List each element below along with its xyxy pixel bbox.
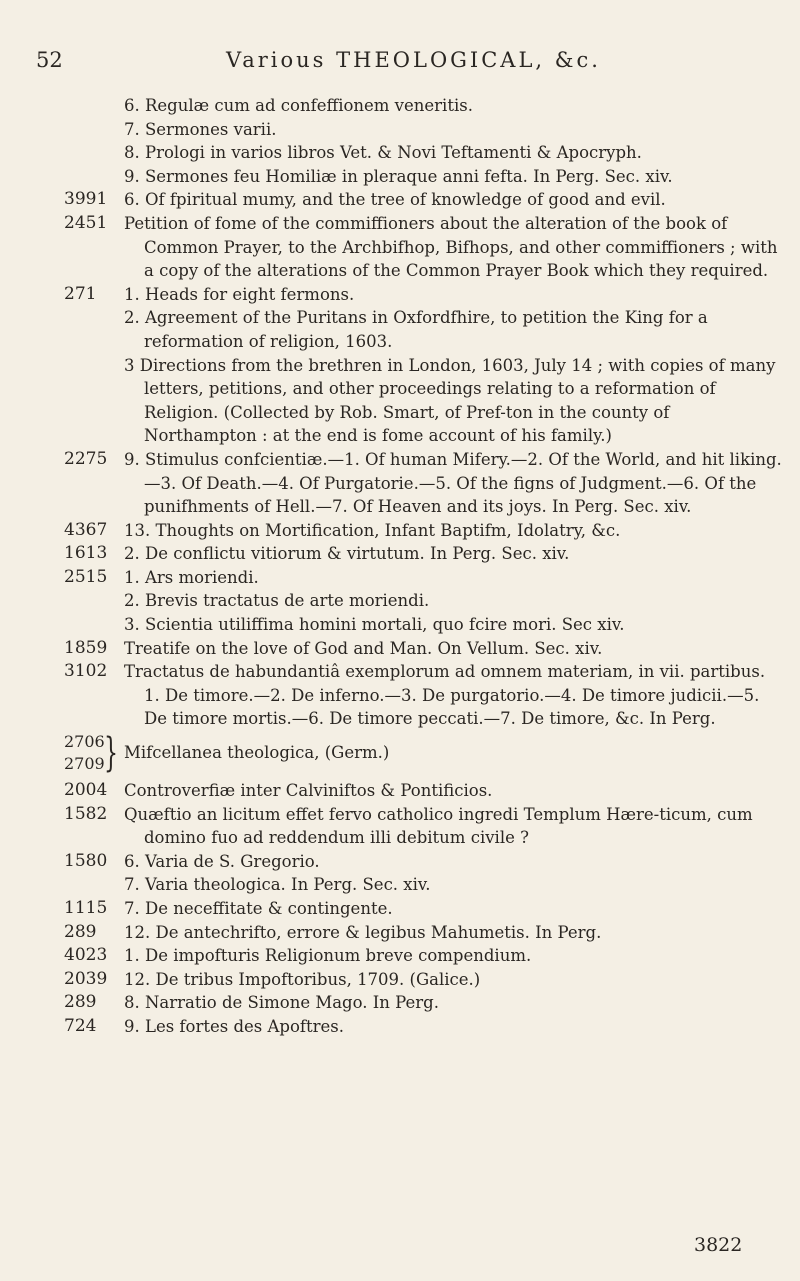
shelf-number: 724 <box>64 1015 97 1036</box>
shelf-number: 2451 <box>64 212 108 233</box>
entry-text: Quæftio an licitum effet fervo catholico ingredi Templum Hære-ticum, cum domino fuo ad reddendum illi debitum civile ? <box>124 804 753 848</box>
shelf-number: 1582 <box>64 803 108 824</box>
catalogue-entries <box>0 94 800 1039</box>
shelf-number: 2004 <box>64 780 108 801</box>
shelf-number: 3102 <box>64 661 108 682</box>
catalogue-entry <box>0 519 800 543</box>
shelf-number: 2039 <box>64 968 108 989</box>
shelf-number: 271 <box>64 283 97 304</box>
curly-brace-icon: } <box>104 730 118 777</box>
shelf-number: 4367 <box>64 519 108 540</box>
catalogue-entry <box>0 850 800 874</box>
catalogue-entry <box>0 94 800 118</box>
entry-text: 3. Scientia utiliffima homini mortali, quo fcire mori. Sec xiv. <box>124 615 625 635</box>
catalogue-entry <box>0 873 800 897</box>
shelf-number: 2515 <box>64 566 108 587</box>
entry-text: 6. Varia de S. Gregorio. <box>124 851 320 871</box>
entry-text: 2. Brevis tractatus de arte moriendi. <box>124 591 430 611</box>
entry-text: Controverfiæ inter Calviniftos & Pontificios. <box>124 781 493 801</box>
catalogue-entry <box>0 354 800 448</box>
entry-list-1 <box>0 94 800 731</box>
catalogue-entry <box>0 542 800 566</box>
entry-list-2 <box>0 779 800 1039</box>
catalogue-entry <box>0 897 800 921</box>
catalogue-entry <box>0 283 800 307</box>
catalogue-entry <box>0 141 800 165</box>
catalogue-entry <box>0 944 800 968</box>
catalogue-entry <box>0 637 800 661</box>
catalogue-entry <box>0 921 800 945</box>
catalogue-entry <box>0 803 800 850</box>
entry-text: 12. De antechrifto, errore & legibus Mahumetis. In Perg. <box>124 922 602 942</box>
entry-text: 7. Sermones varii. <box>124 119 277 139</box>
entry-text: 9. Sermones feu Homiliæ in pleraque anni fefta. In Perg. Sec. xiv. <box>124 166 673 186</box>
shelf-number: 1115 <box>64 898 108 918</box>
entry-text: 6. Regulæ cum ad confeffionem veneritis. <box>124 96 473 115</box>
brace-numbers <box>64 731 104 775</box>
catalogue-entry <box>0 991 800 1015</box>
entry-text: 2. Agreement of the Puritans in Oxfordfhire, to petition the King for a reformation of religion, 1603. <box>124 308 708 351</box>
brace-text: Mifcellanea theologica, (Germ.) <box>124 743 390 763</box>
shelf-number: 4023 <box>64 945 108 966</box>
signature-mark: 3822 <box>694 1234 743 1256</box>
shelf-number: 1859 <box>64 637 108 658</box>
entry-text: 6. Of fpiritual mumy, and the tree of knowledge of good and evil. <box>124 190 666 210</box>
catalogue-entry <box>0 566 800 590</box>
running-header <box>36 48 756 78</box>
shelf-number: 3991 <box>64 189 108 210</box>
entry-text: 8. Narratio de Simone Mago. In Perg. <box>124 993 439 1013</box>
page-number: 52 <box>36 48 63 72</box>
catalogue-entry <box>0 1015 800 1039</box>
shelf-number: 289 <box>64 921 97 942</box>
shelf-number: 1613 <box>64 543 108 564</box>
entry-text: 8. Prologi in varios libros Vet. & Novi Teftamenti & Apocryph. <box>124 143 642 163</box>
catalogue-entry <box>0 212 800 283</box>
entry-text: 2. De conflictu vitiorum & virtutum. In Perg. Sec. xiv. <box>124 544 570 564</box>
catalogue-entry <box>0 448 800 519</box>
brace-number-top: 2706 <box>64 732 105 752</box>
catalogue-entry <box>0 188 800 212</box>
shelf-number: 1580 <box>64 850 108 871</box>
entry-text: 7. Varia theologica. In Perg. Sec. xiv. <box>124 875 431 895</box>
brace-number-bottom: 2709 <box>64 754 105 774</box>
shelf-number: 289 <box>64 992 97 1013</box>
entry-text: 1. Heads for eight fermons. <box>124 284 355 304</box>
catalogue-entry <box>0 118 800 142</box>
entry-text: 9. Les fortes des Apoftres. <box>124 1016 345 1036</box>
brace-entry <box>0 731 800 779</box>
catalogue-entry <box>0 589 800 613</box>
entry-text: 13. Thoughts on Mortification, Infant Baptifm, Idolatry, &c. <box>124 520 621 540</box>
entry-text: Treatife on the love of God and Man. On Vellum. Sec. xiv. <box>124 638 603 658</box>
catalogue-entry <box>0 306 800 353</box>
entry-text: Petition of fome of the commiffioners about the alteration of the book of Common Prayer, to the Archbifhop, Bifhops, and other commiffioners ; with a copy of the alterations of the Common Prayer Book which they required. <box>124 213 778 281</box>
entry-text: 9. Stimulus confcientiæ.—1. Of human Mifery.—2. Of the World, and hit liking.—3. Of Death.—4. Of Purgatorie.—5. Of the figns of Judgment.—6. Of the punifhments of Hell.—7. Of Heaven and its joys. In Perg. Sec. xiv. <box>124 449 782 517</box>
running-head-title: Various THEOLOGICAL, &c. <box>226 48 601 72</box>
catalogue-entry <box>0 660 800 731</box>
entry-text: Tractatus de habundantiâ exemplorum ad omnem materiam, in vii. partibus. 1. De timore.—2. De inferno.—3. De purgatorio.—4. De timore judicii.—5. De timore mortis.—6. De timore peccati.—7. De timore, &c. In Perg. <box>124 662 766 729</box>
catalogue-entry <box>0 165 800 189</box>
catalogue-entry <box>0 968 800 992</box>
entry-text: 3 Directions from the brethren in London, 1603, July 14 ; with copies of many letters, petitions, and other proceedings relating to a reformation of Religion. (Collected by Rob. Smart, of Pref-ton in the county of Northampton : at the end is fome account of his family.) <box>124 355 776 446</box>
entry-text: 12. De tribus Impoftoribus, 1709. (Galice.) <box>124 969 481 989</box>
shelf-number: 2275 <box>64 448 108 469</box>
catalogue-entry <box>0 613 800 637</box>
entry-text: 7. De neceffitate & contingente. <box>124 899 393 918</box>
catalogue-entry <box>0 779 800 803</box>
entry-text: 1. De impofturis Religionum breve compendium. <box>124 946 532 966</box>
entry-text: 1. Ars moriendi. <box>124 567 259 587</box>
